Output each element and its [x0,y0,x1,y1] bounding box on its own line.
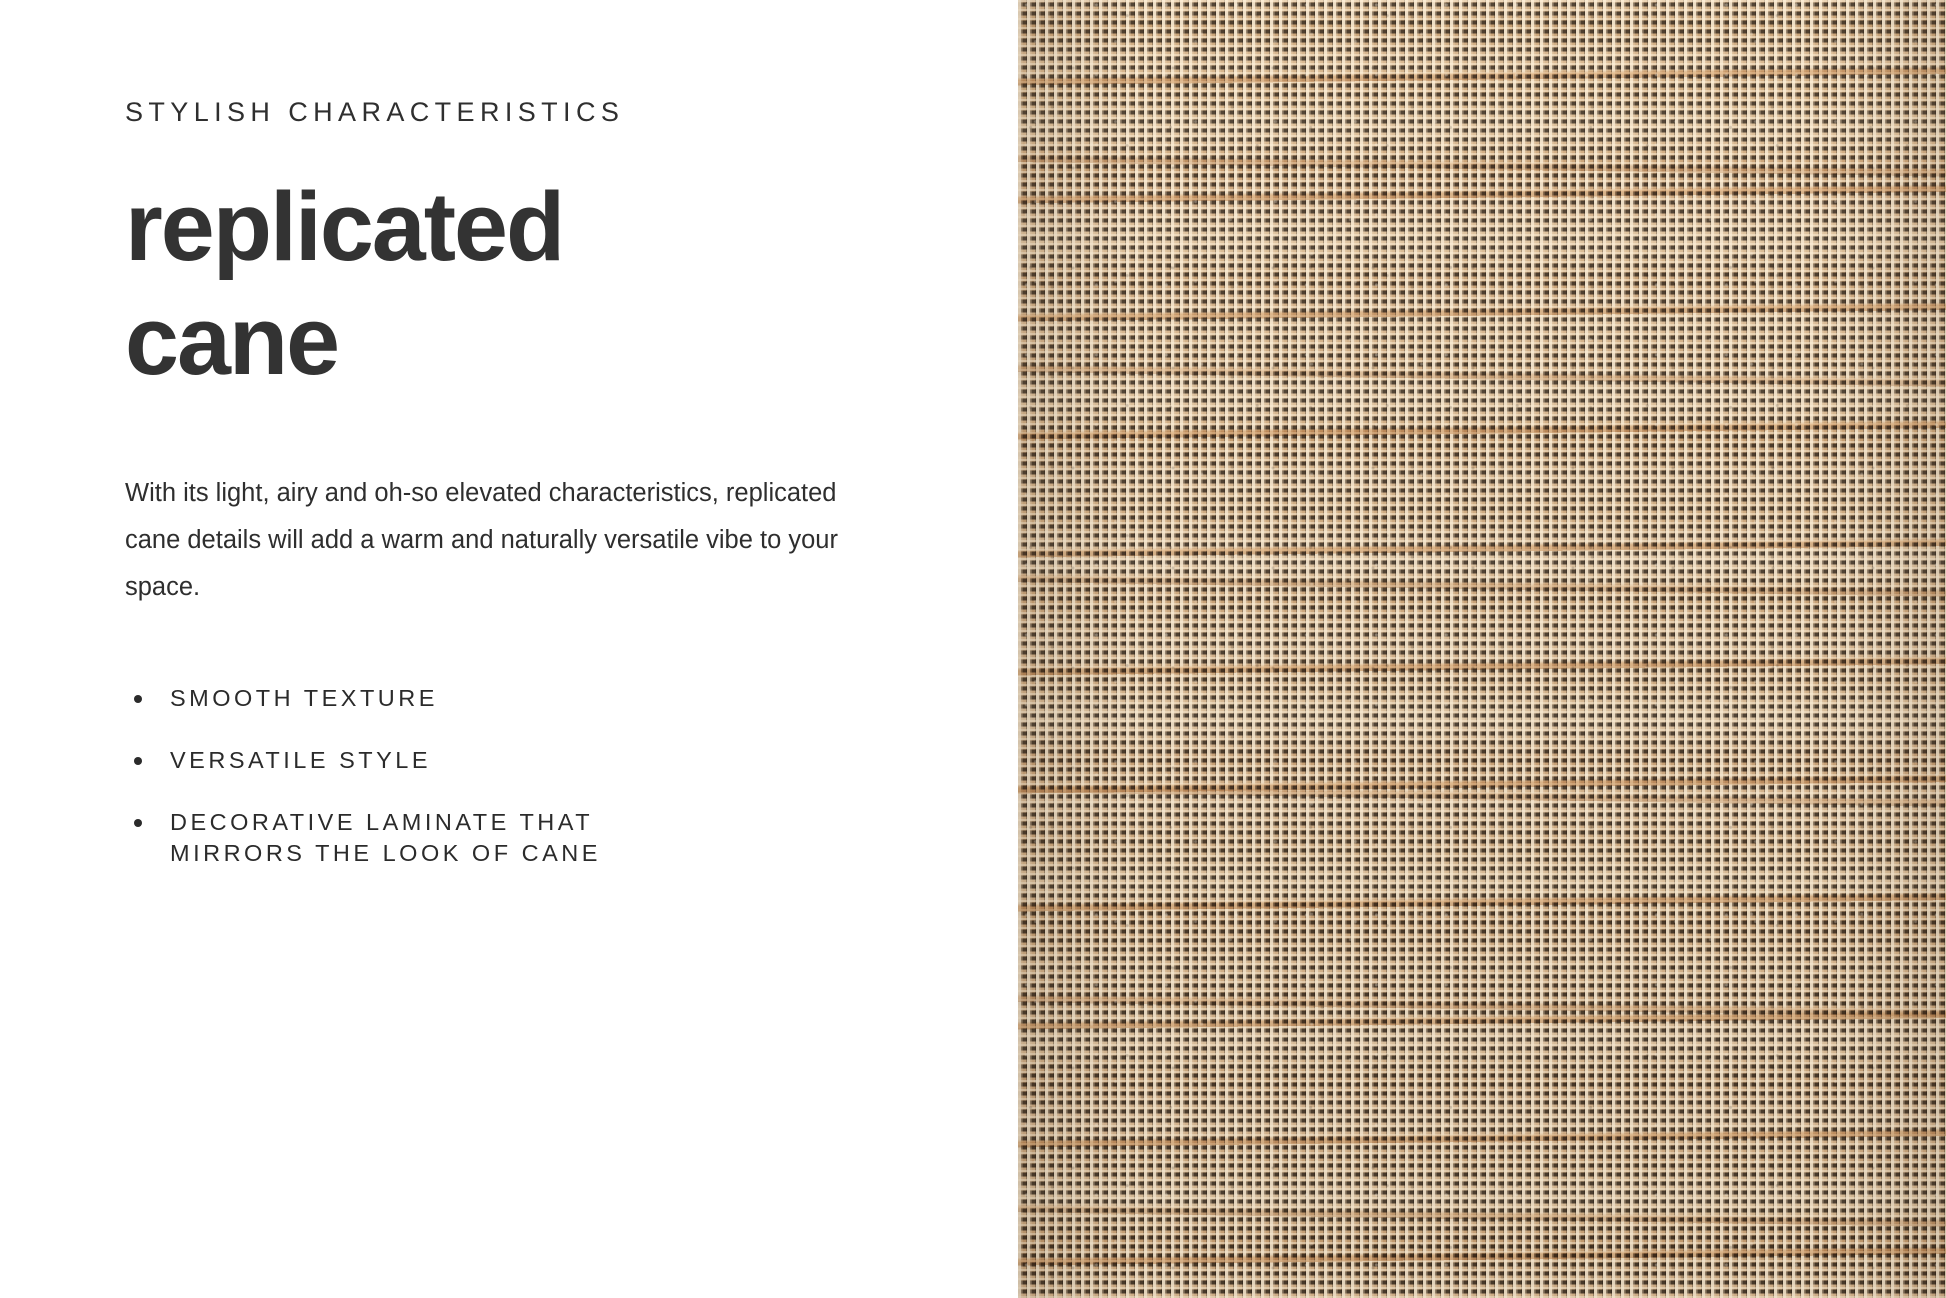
page-title [125,170,765,397]
list-item [125,683,915,715]
list-item [125,807,915,870]
cane-weave-graphic [1018,0,1946,1298]
list-item [125,745,915,777]
feature-list [125,683,915,870]
woven-cane-texture-image [1018,0,1946,1298]
eyebrow-label: STYLISH CHARACTERISTICS [125,97,625,127]
headline-line-2: cane [125,285,339,395]
list-item-line-1: SMOOTH TEXTURE [170,685,438,712]
weave-shading-layer [1018,0,1946,1298]
list-item-line-1: VERSATILE STYLE [170,746,432,773]
headline-line-1: replicated [125,172,564,282]
text-content [125,96,915,870]
description-paragraph: With its light, airy and oh-so elevated characteristics, replicated cane details will add a warm and naturally versatile vibe to your space. [125,479,838,602]
list-item-line-2: MIRRORS THE LOOK OF CANE [170,840,601,867]
list-item-line-1: DECORATIVE LAMINATE THAT [170,808,594,835]
